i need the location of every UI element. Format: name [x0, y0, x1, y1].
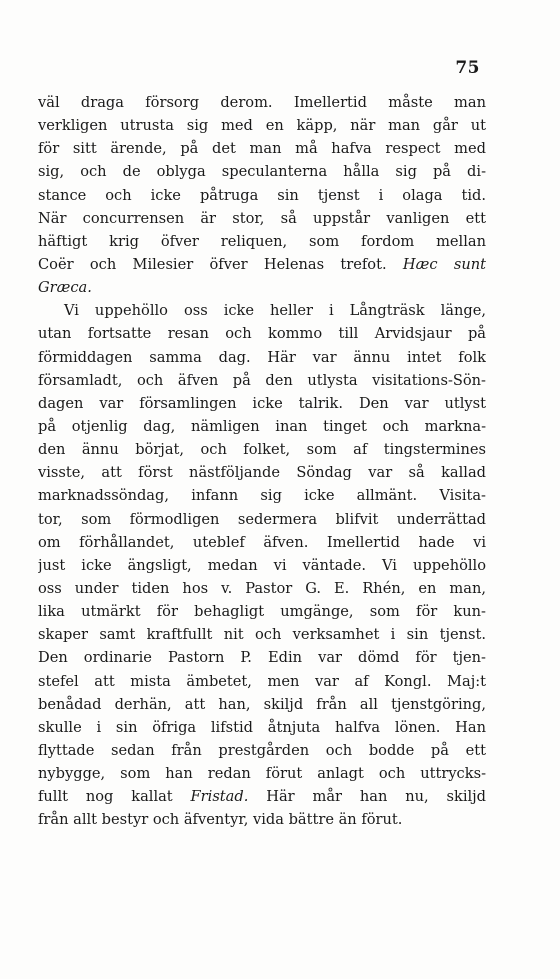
text-line	[38, 484, 486, 507]
text-line-segment: stefel att mista ämbetet, men var af Kongl. Maj:t	[38, 672, 486, 690]
text-line	[38, 392, 486, 415]
text-line-segment: väl draga försorg derom. Imellertid måste man	[38, 94, 486, 111]
text-line-segment: skaper samt kraftfullt nit och verksamhet i sin tjenst.	[38, 626, 486, 644]
text-line-segment: marknadssöndag, infann sig icke allmänt. Visita-	[38, 487, 486, 505]
text-line-segment: tor, som förmodligen sedermera blifvit underrättad	[38, 510, 486, 528]
text-line	[38, 646, 486, 669]
text-line-segment: församladt, och äfven på den utlysta visitations-Sön-	[38, 371, 486, 389]
text-line	[38, 623, 486, 646]
text-line-segment: Här mår han nu, skiljd	[266, 788, 486, 806]
text-line	[38, 207, 486, 230]
text-line-segment: just icke ängsligt, medan vi väntade. Vi uppehöllo	[38, 556, 486, 574]
text-line	[38, 369, 486, 392]
text-line-segment: När concurrensen är stor, så uppstår vanligen ett	[38, 209, 486, 227]
text-line-segment: flyttade sedan från prestgården och bodde på ett	[38, 741, 486, 759]
text-line-segment: Vi uppehöllo oss icke heller i Långträsk länge,	[64, 302, 486, 320]
text-line-segment: verkligen utrusta sig med en käpp, när man går ut	[38, 117, 486, 135]
text-line-segment: för sitt ärende, på det man må hafva respect med	[38, 140, 486, 158]
text-line-segment: skulle i sin öfriga lifstid åtnjuta halfva lönen. Han	[38, 718, 486, 736]
text-line-segment: benådad derhän, att han, skiljd från all tjenstgöring,	[38, 695, 486, 713]
text-line-segment: visste, att först nästföljande Söndag var så kallad	[38, 464, 486, 482]
italic-segment: Hæc sunt	[402, 255, 486, 273]
text-line-segment: lika utmärkt för behagligt umgänge, som för kun-	[38, 603, 486, 621]
text-line	[38, 762, 486, 785]
text-line-segment: förmiddagen samma dag. Här var ännu intet folk	[38, 348, 486, 366]
text-line	[38, 577, 486, 600]
text-line-segment: från allt bestyr och äfventyr, vida bättre än förut.	[38, 811, 403, 829]
body-text	[38, 91, 486, 832]
text-line	[38, 716, 486, 739]
page-number: 75	[455, 58, 480, 78]
text-line	[38, 346, 486, 369]
text-line	[38, 531, 486, 554]
text-line	[38, 693, 486, 716]
text-line	[38, 785, 486, 808]
text-line	[38, 230, 486, 253]
text-line	[38, 438, 486, 461]
text-line-segment: oss under tiden hos v. Pastor G. E. Rhén, en man,	[38, 579, 486, 597]
text-line	[38, 670, 486, 693]
text-line-segment: stance och icke påtruga sin tjenst i olaga tid.	[38, 186, 486, 204]
text-line-segment: häftigt krig öfver reliquen, som fordom mellan	[38, 232, 486, 250]
text-line	[38, 299, 486, 322]
text-line	[38, 184, 486, 207]
text-line	[38, 808, 486, 831]
italic-segment: Græca.	[38, 279, 92, 297]
text-line	[38, 160, 486, 183]
text-line	[38, 508, 486, 531]
text-line	[38, 276, 486, 299]
text-line-segment: nybygge, som han redan förut anlagt och uttrycks-	[38, 765, 486, 783]
text-line	[38, 114, 486, 137]
italic-segment: Fristad.	[190, 788, 249, 806]
text-line	[38, 415, 486, 438]
text-line-segment: den ännu börjat, och folket, som af tingstermines	[38, 441, 486, 459]
text-line	[38, 554, 486, 577]
text-line-segment: sig, och de oblyga speculanterna hålla sig på di-	[38, 163, 486, 181]
text-line	[38, 253, 486, 276]
text-line	[38, 461, 486, 484]
text-line	[38, 322, 486, 345]
text-line-segment: utan fortsatte resan och kommo till Arvidsjaur på	[38, 325, 486, 343]
text-line	[38, 91, 486, 114]
text-line-segment: på otjenlig dag, nämligen inan tinget och markna-	[38, 417, 486, 435]
text-line-segment: dagen var församlingen icke talrik. Den var utlyst	[38, 394, 486, 412]
text-line-segment: fullt nog kallat	[38, 788, 173, 806]
text-line	[38, 137, 486, 160]
text-line-segment: Den ordinarie Pastorn P. Edin var dömd för tjen-	[38, 649, 486, 667]
text-line	[38, 739, 486, 762]
text-line-segment: Coër och Milesier öfver Helenas trefot.	[38, 255, 387, 273]
text-line-segment: om förhållandet, uteblef äfven. Imellertid hade vi	[38, 533, 486, 551]
text-line	[38, 600, 486, 623]
